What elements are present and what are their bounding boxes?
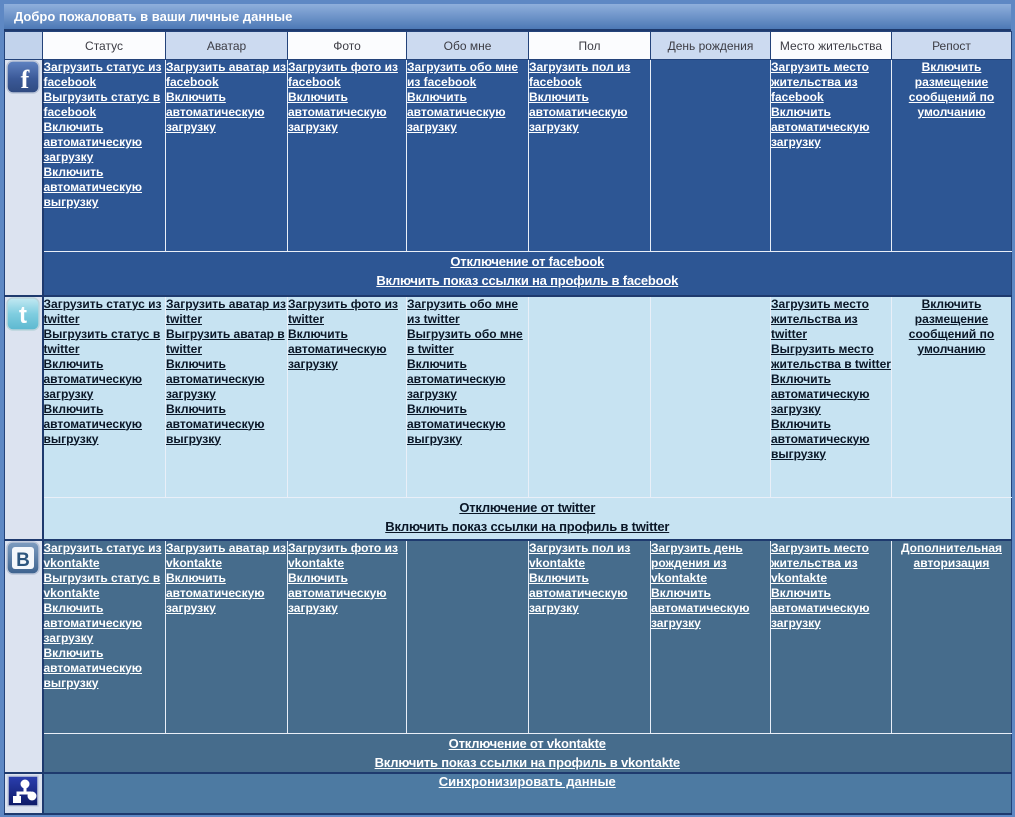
twitter-photo-link[interactable]: Загрузить фото из twitter xyxy=(288,296,398,326)
twitter-status-link[interactable]: Включить автоматическую загрузку xyxy=(43,356,143,401)
vkontakte-photo-link[interactable]: Загрузить фото из vkontakte xyxy=(288,540,398,570)
svg-text:t: t xyxy=(19,301,28,329)
twitter-about-link[interactable]: Выгрузить обо мне в twitter xyxy=(407,326,523,356)
sync-settings-table xyxy=(4,31,1012,815)
facebook-status-link[interactable]: Включить автоматическую выгрузку xyxy=(43,165,143,209)
vkontakte-gender-link[interactable]: Загрузить пол из vkontakte xyxy=(529,540,631,570)
icon-cell-vkontakte xyxy=(5,540,43,774)
facebook-location-link[interactable]: Загрузить место жительства из facebook xyxy=(771,60,869,104)
twitter-photo-link[interactable]: Включить автоматическую загрузку xyxy=(288,326,387,371)
column-header-about: Обо мне xyxy=(407,32,529,60)
facebook-status-link[interactable]: Выгрузить статус в facebook xyxy=(43,90,161,119)
icon-column-header xyxy=(5,32,43,60)
sync-cell xyxy=(43,773,1012,814)
cell-vkontakte-avatar xyxy=(166,540,288,734)
footer-cell-vkontakte xyxy=(43,734,1012,774)
column-header-repost: Репост xyxy=(892,32,1012,60)
vkontakte-footer-link[interactable]: Отключение от vkontakte xyxy=(448,736,606,751)
facebook-icon[interactable] xyxy=(6,65,40,98)
cell-twitter-about xyxy=(407,296,529,498)
vkontakte-repost-link[interactable]: Дополнительная авторизация xyxy=(900,540,1003,570)
vkontakte-location-link[interactable]: Загрузить место жительства из vkontakte xyxy=(771,540,869,585)
footer-row-vkontakte xyxy=(5,734,1012,774)
cell-vkontakte-repost xyxy=(892,540,1012,734)
twitter-location-link[interactable]: Загрузить место жительства из twitter xyxy=(771,296,869,341)
icon-cell-facebook xyxy=(5,60,43,296)
cell-twitter-gender xyxy=(529,296,651,498)
twitter-avatar-link[interactable]: Включить автоматическую выгрузку xyxy=(166,401,265,446)
vkontakte-photo-link[interactable]: Включить автоматическую загрузку xyxy=(288,570,387,615)
cell-facebook-status xyxy=(43,60,166,252)
vkontakte-footer-link[interactable]: Включить показ ссылки на профиль в vkontakte xyxy=(374,755,680,770)
facebook-photo-link[interactable]: Включить автоматическую загрузку xyxy=(288,90,387,134)
twitter-repost-link[interactable]: Включить размещение сообщений по умолчанию xyxy=(908,296,995,356)
twitter-avatar-link[interactable]: Загрузить аватар из twitter xyxy=(166,296,286,326)
cell-facebook-photo xyxy=(288,60,407,252)
twitter-avatar-link[interactable]: Включить автоматическую загрузку xyxy=(166,356,265,401)
cell-facebook-birthday xyxy=(651,60,771,252)
svg-text:f: f xyxy=(20,65,30,94)
footer-row-twitter xyxy=(5,498,1012,540)
footer-cell-twitter xyxy=(43,498,1012,540)
column-header-status: Статус xyxy=(43,32,166,60)
cell-facebook-location xyxy=(771,60,892,252)
twitter-footer-link[interactable]: Отключение от twitter xyxy=(459,500,596,515)
footer-row-facebook xyxy=(5,252,1012,296)
sync-row xyxy=(5,773,1012,814)
cell-twitter-repost xyxy=(892,296,1012,498)
cell-facebook-gender xyxy=(529,60,651,252)
svg-text:В: В xyxy=(16,549,31,571)
twitter-location-link[interactable]: Включить автоматическую загрузку xyxy=(771,371,870,416)
facebook-about-link[interactable]: Загрузить обо мне из facebook xyxy=(407,60,519,89)
sync-icon[interactable] xyxy=(6,795,40,812)
facebook-status-link[interactable]: Загрузить статус из facebook xyxy=(43,60,162,89)
cell-vkontakte-photo xyxy=(288,540,407,734)
sync-data-link[interactable]: Синхронизировать данные xyxy=(438,774,616,789)
twitter-about-link[interactable]: Загрузить обо мне из twitter xyxy=(407,296,519,326)
vkontakte-gender-link[interactable]: Включить автоматическую загрузку xyxy=(529,570,628,615)
vkontakte-status-link[interactable]: Выгрузить статус в vkontakte xyxy=(43,570,161,600)
facebook-avatar-link[interactable]: Включить автоматическую загрузку xyxy=(166,90,265,134)
twitter-about-link[interactable]: Включить автоматическую выгрузку xyxy=(407,401,506,446)
twitter-icon[interactable] xyxy=(6,301,40,335)
network-row-vkontakte xyxy=(5,540,1012,734)
column-header-photo: Фото xyxy=(288,32,407,60)
vkontakte-location-link[interactable]: Включить автоматическую загрузку xyxy=(771,585,870,630)
footer-cell-facebook xyxy=(43,252,1012,296)
facebook-repost-link[interactable]: Включить размещение сообщений по умолчанию xyxy=(908,60,995,119)
facebook-gender-link[interactable]: Включить автоматическую загрузку xyxy=(529,90,628,134)
vkontakte-icon[interactable] xyxy=(6,549,40,579)
header-row xyxy=(5,32,1012,60)
vkontakte-status-link[interactable]: Включить автоматическую выгрузку xyxy=(43,645,143,690)
cell-facebook-repost xyxy=(892,60,1012,252)
cell-facebook-avatar xyxy=(166,60,288,252)
vkontakte-avatar-link[interactable]: Включить автоматическую загрузку xyxy=(166,570,265,615)
facebook-footer-link[interactable]: Отключение от facebook xyxy=(450,254,605,269)
facebook-gender-link[interactable]: Загрузить пол из facebook xyxy=(529,60,631,89)
icon-cell-twitter xyxy=(5,296,43,540)
facebook-avatar-link[interactable]: Загрузить аватар из facebook xyxy=(166,60,286,89)
network-row-twitter xyxy=(5,296,1012,498)
twitter-location-link[interactable]: Включить автоматическую выгрузку xyxy=(771,416,870,461)
column-header-location: Место жительства xyxy=(771,32,892,60)
vkontakte-birthday-link[interactable]: Загрузить день рождения из vkontakte xyxy=(651,540,743,585)
cell-vkontakte-birthday xyxy=(651,540,771,734)
cell-twitter-location xyxy=(771,296,892,498)
twitter-status-link[interactable]: Включить автоматическую выгрузку xyxy=(43,401,143,446)
twitter-about-link[interactable]: Включить автоматическую загрузку xyxy=(407,356,506,401)
vkontakte-avatar-link[interactable]: Загрузить аватар из vkontakte xyxy=(166,540,286,570)
column-header-birthday: День рождения xyxy=(651,32,771,60)
vkontakte-status-link[interactable]: Включить автоматическую загрузку xyxy=(43,600,143,645)
cell-vkontakte-status xyxy=(43,540,166,734)
network-row-facebook xyxy=(5,60,1012,252)
facebook-location-link[interactable]: Включить автоматическую загрузку xyxy=(771,105,870,149)
twitter-avatar-link[interactable]: Выгрузить аватар в twitter xyxy=(166,326,285,356)
page-title: Добро пожаловать в ваши личные данные xyxy=(4,4,1011,31)
vkontakte-birthday-link[interactable]: Включить автоматическую загрузку xyxy=(651,585,750,630)
cell-vkontakte-location xyxy=(771,540,892,734)
cell-twitter-status xyxy=(43,296,166,498)
cell-facebook-about xyxy=(407,60,529,252)
twitter-footer-link[interactable]: Включить показ ссылки на профиль в twitter xyxy=(385,519,670,534)
column-header-gender: Пол xyxy=(529,32,651,60)
column-header-avatar: Аватар xyxy=(166,32,288,60)
vkontakte-status-link[interactable]: Загрузить статус из vkontakte xyxy=(43,540,162,570)
twitter-location-link[interactable]: Выгрузить место жительства в twitter xyxy=(771,341,891,371)
cell-twitter-photo xyxy=(288,296,407,498)
icon-cell-sync xyxy=(5,773,43,814)
facebook-about-link[interactable]: Включить автоматическую загрузку xyxy=(407,90,506,134)
twitter-status-link[interactable]: Выгрузить статус в twitter xyxy=(43,326,161,356)
twitter-status-link[interactable]: Загрузить статус из twitter xyxy=(43,296,162,326)
facebook-photo-link[interactable]: Загрузить фото из facebook xyxy=(288,60,398,89)
cell-twitter-birthday xyxy=(651,296,771,498)
cell-vkontakte-about xyxy=(407,540,529,734)
cell-twitter-avatar xyxy=(166,296,288,498)
facebook-footer-link[interactable]: Включить показ ссылки на профиль в facebook xyxy=(376,273,679,288)
cell-vkontakte-gender xyxy=(529,540,651,734)
facebook-status-link[interactable]: Включить автоматическую загрузку xyxy=(43,120,143,164)
